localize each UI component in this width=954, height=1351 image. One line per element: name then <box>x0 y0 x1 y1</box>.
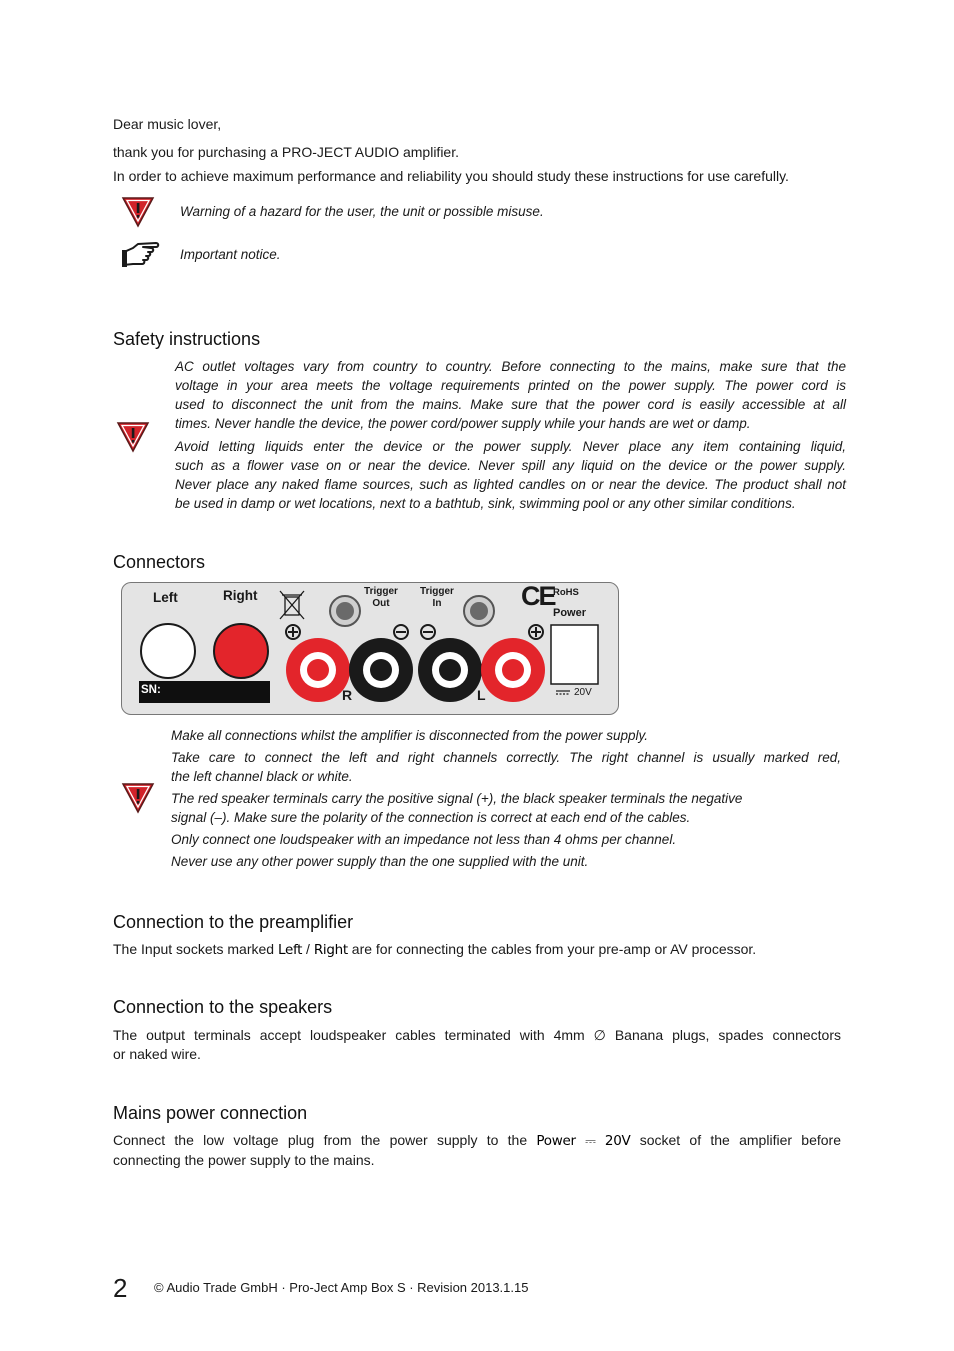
safety-heading: Safety instructions <box>113 329 261 349</box>
safety-line: times. Never handle the device, the power cord/power supply while your hands are wet or damp. <box>175 416 751 431</box>
preamp-right-label: Right <box>313 942 348 958</box>
plus-symbol-icon <box>529 625 543 639</box>
speaker-terminal-l-plus <box>481 638 545 702</box>
mains-heading: Mains power connection <box>113 1103 308 1123</box>
speaker-terminal-l-minus <box>418 638 482 702</box>
trigger-in-label <box>414 586 460 610</box>
connectors-heading: Connectors <box>113 552 206 572</box>
panel-right-label: Right <box>223 588 258 603</box>
power-label: Power <box>553 607 587 619</box>
safety-line: be used in damp or wet locations, next to a bathtub, sink, swimming pool or any other similar conditions. <box>175 496 796 511</box>
preamp-separator: / <box>302 941 314 957</box>
speakers-line-2: or naked wire. <box>113 1046 201 1062</box>
mains-line-1 <box>113 1131 841 1151</box>
warning-legend: Warning of a hazard for the user, the unit or possible misuse. <box>180 204 544 219</box>
minus-symbol-icon <box>421 625 435 639</box>
trigger-out-line-1: Trigger <box>364 586 398 597</box>
intro-line-1: thank you for purchasing a PRO-JECT AUDIO amplifier. <box>113 144 459 160</box>
rohs-label: RoHS <box>553 587 579 598</box>
preamp-text-b: are for connecting the cables from your pre-amp or AV processor. <box>347 941 757 957</box>
sn-label: SN: <box>141 684 161 696</box>
warning-triangle-icon <box>116 421 150 453</box>
preamp-left-label: Left <box>277 942 303 958</box>
right-input-socket <box>214 624 268 678</box>
rear-panel-diagram <box>121 582 619 715</box>
safety-line: AC outlet voltages vary from country to country. Before connecting to the mains, make sure that the <box>175 359 846 374</box>
mains-line-2: connecting the power supply to the mains. <box>113 1152 375 1168</box>
safety-line: used to disconnect the unit from the mains. Make sure that the power cord is easily accessible at all <box>175 397 846 412</box>
safety-line: Avoid letting liquids enter the device or the power supply. Never place any item containing liquid, <box>175 439 846 454</box>
connector-note: Never use any other power supply than the one supplied with the unit. <box>171 854 589 869</box>
mains-power-label: Power ⎓ 20V <box>536 1133 631 1149</box>
connector-note: Make all connections whilst the amplifier is disconnected from the power supply. <box>171 728 648 743</box>
weee-bin-icon <box>280 591 304 619</box>
minus-symbol-icon <box>394 625 408 639</box>
channel-r-label: R <box>342 687 353 703</box>
left-input-socket <box>141 624 195 678</box>
preamp-text-a: The Input sockets marked <box>113 941 278 957</box>
warning-triangle-icon <box>121 196 155 228</box>
safety-line: voltage in your area meets the voltage requirements printed on the power supply. The power cord is <box>175 378 846 393</box>
footer-text: © Audio Trade GmbH · Pro-Ject Amp Box S · Revision 2013.1.15 <box>154 1280 529 1295</box>
preamp-text <box>113 940 756 960</box>
panel-left-label: Left <box>153 590 178 605</box>
voltage-label: 20V <box>574 687 592 698</box>
connector-notes <box>171 726 841 871</box>
power-socket <box>551 625 598 684</box>
connector-note: the left channel black or white. <box>171 769 353 784</box>
trigger-out-line-2: Out <box>372 598 390 609</box>
greeting: Dear music lover, <box>113 116 222 132</box>
intro-line-2: In order to achieve maximum performance and reliability you should study these instructions for use carefully. <box>113 168 789 184</box>
plus-symbol-icon <box>286 625 300 639</box>
connector-note: The red speaker terminals carry the positive signal (+), the black speaker terminals the negative <box>171 791 743 806</box>
safety-para-2 <box>175 437 846 513</box>
mains-text <box>113 1131 841 1170</box>
page-number: 2 <box>113 1273 128 1303</box>
connector-note: Take care to connect the left and right channels correctly. The right channel is usually marked red, <box>171 750 841 765</box>
safety-line: such as a flower vase on or near the device. Never spill any liquid on the device or the power supply. <box>175 458 846 473</box>
speakers-text <box>113 1026 841 1064</box>
channel-l-label: L <box>477 687 486 703</box>
warning-triangle-icon <box>121 782 155 814</box>
ce-mark-icon: CE <box>521 581 555 611</box>
speaker-terminal-r-minus <box>349 638 413 702</box>
trigger-in-line-1: Trigger <box>420 586 454 597</box>
notice-legend: Important notice. <box>180 247 281 262</box>
mains-text-a: Connect the low voltage plug from the power supply to the <box>113 1132 537 1148</box>
speakers-line-1: The output terminals accept loudspeaker cables terminated with 4mm ∅ Banana plugs, spades connectors <box>113 1027 841 1043</box>
connector-note: Only connect one loudspeaker with an impedance not less than 4 ohms per channel. <box>171 832 677 847</box>
speaker-terminal-r-plus <box>286 638 353 703</box>
trigger-in-line-2: In <box>432 598 442 609</box>
connector-note: signal (–). Make sure the polarity of the connection is correct at each end of the cables. <box>171 810 691 825</box>
safety-line: Never place any naked flame sources, such as lighted candles on or near the device. The product shall not <box>175 477 846 492</box>
trigger-out-label <box>358 586 404 610</box>
speakers-heading: Connection to the speakers <box>113 997 333 1017</box>
mains-text-b: socket of the amplifier before <box>630 1132 841 1148</box>
preamp-heading: Connection to the preamplifier <box>113 912 354 932</box>
pointing-hand-icon <box>121 238 161 270</box>
safety-para-1 <box>175 357 846 433</box>
